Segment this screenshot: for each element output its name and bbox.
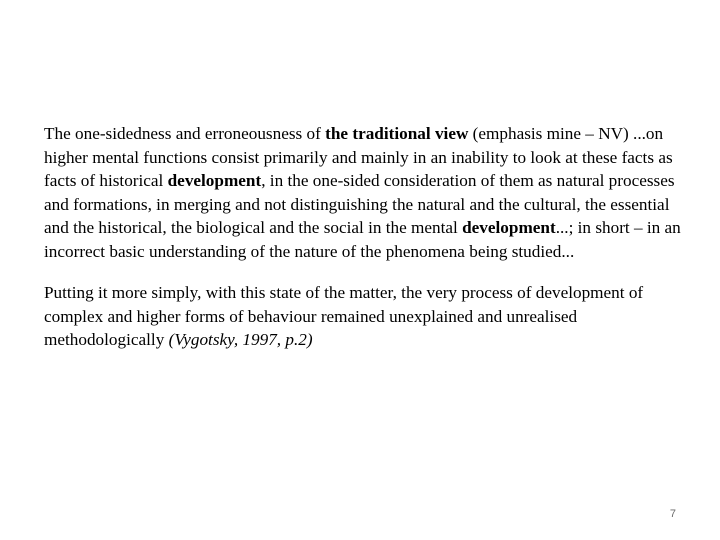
quote-p1-text-a: The one-sidedness and erroneousness of bbox=[44, 124, 326, 143]
citation: (Vygotsky, 1997, p.2) bbox=[168, 330, 313, 349]
quote-block bbox=[44, 122, 684, 352]
quote-p1-text-d: , in the one-sided consideration of them as natural processes and formations, in merging and not distinguishing the natural and the cultural, the essential and the historical, the biological and the social in the mental bbox=[44, 171, 675, 237]
quote-p2-text: Putting it more simply, with this state of the matter, the very process of development of complex and higher forms of behaviour remained unexplained and unrealised methodologically bbox=[44, 283, 644, 349]
quote-p1-text-c: (emphasis mine – NV) ...on higher mental functions consist primarily and mainly in an inability to look at these facts as facts of historical bbox=[44, 124, 673, 190]
quote-paragraph-2 bbox=[44, 281, 684, 352]
page-number: 7 bbox=[669, 508, 676, 520]
quote-paragraph-1 bbox=[44, 122, 684, 263]
quote-p1-text-e: ...; in short – in an incorrect basic understanding of the nature of the phenomena being studied... bbox=[44, 218, 681, 261]
quote-p1-bold-traditional-view: the traditional view bbox=[325, 124, 469, 143]
quote-p1-bold-development-2: development bbox=[462, 218, 556, 237]
quote-p1-bold-development-1: development bbox=[167, 171, 262, 190]
